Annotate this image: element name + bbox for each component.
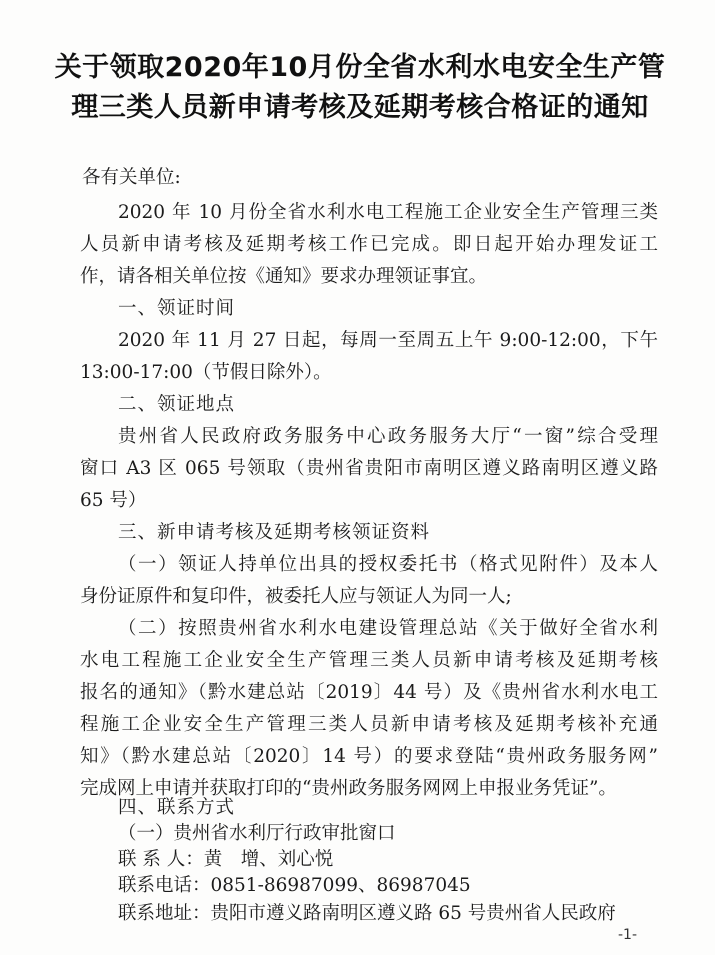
contact-phone: 联系电话：0851-86987099、86987045	[118, 875, 471, 896]
contact-address: 联系地址：贵阳市遵义路南明区遵义路 65 号贵州省人民政府	[118, 903, 616, 924]
intro-line-2: 人员新申请考核及延期考核工作已完成。即日起开始办理发证工	[80, 234, 658, 255]
section-4-heading: 四、联系方式	[118, 797, 236, 818]
section-3-item-2-line-3: 报名的通知》（黔水建总站〔2019〕44 号）及《贵州省水利水电工	[80, 682, 658, 703]
intro-line-1: 2020 年 10 月份全省水利水电工程施工企业安全生产管理三类	[118, 202, 658, 223]
section-2-line-3: 65 号）	[80, 490, 147, 511]
section-3-heading: 三、新申请考核及延期考核领证资料	[118, 522, 431, 543]
page-number: -1-	[618, 927, 638, 943]
document-title-line-1: 关于领取2020年10月份全省水利水电安全生产管	[54, 52, 666, 83]
section-3-item-2-line-5: 知》（黔水建总站〔2020〕14 号）的要求登陆“贵州政务服务网”	[80, 746, 658, 767]
section-3-item-2-line-2: 水电工程施工企业安全生产管理三类人员新申请考核及延期考核	[80, 650, 658, 671]
section-2-line-1: 贵州省人民政府政务服务中心政务服务大厅“一窗”综合受理	[118, 426, 658, 447]
contact-person: 联 系 人：黄 增、刘心悦	[118, 849, 334, 870]
intro-line-3: 作，请各相关单位按《通知》要求办理领证事宜。	[80, 266, 488, 287]
section-4-sub-1: （一）贵州省水利厅行政审批窗口	[118, 823, 396, 844]
section-1-line-1: 2020 年 11 月 27 日起，每周一至周五上午 9:00-12:00，下午	[118, 330, 658, 351]
section-3-item-1-line-2: 身份证原件和复印件，被委托人应与领证人为同一人;	[80, 586, 512, 607]
salutation: 各有关单位:	[82, 167, 181, 188]
section-1-line-2: 13:00-17:00（节假日除外）。	[80, 362, 332, 383]
section-2-line-2: 窗口 A3 区 065 号领取（贵州省贵阳市南明区遵义路南明区遵义路	[80, 458, 658, 479]
section-3-item-2-line-1: （二）按照贵州省水利水电建设管理总站《关于做好全省水利	[118, 618, 658, 639]
section-2-heading: 二、领证地点	[118, 394, 236, 415]
document-title-line-2: 理三类人员新申请考核及延期考核合格证的通知	[71, 92, 649, 123]
section-3-item-1-line-1: （一）领证人持单位出具的授权委托书（格式见附件）及本人	[118, 554, 658, 575]
section-3-item-2-line-4: 程施工企业安全生产管理三类人员新申请考核及延期考核补充通	[80, 714, 658, 735]
section-1-heading: 一、领证时间	[118, 298, 236, 319]
section-3-item-2-line-6: 完成网上申请并获取打印的“贵州政务服务网网上申报业务凭证”。	[80, 778, 617, 799]
